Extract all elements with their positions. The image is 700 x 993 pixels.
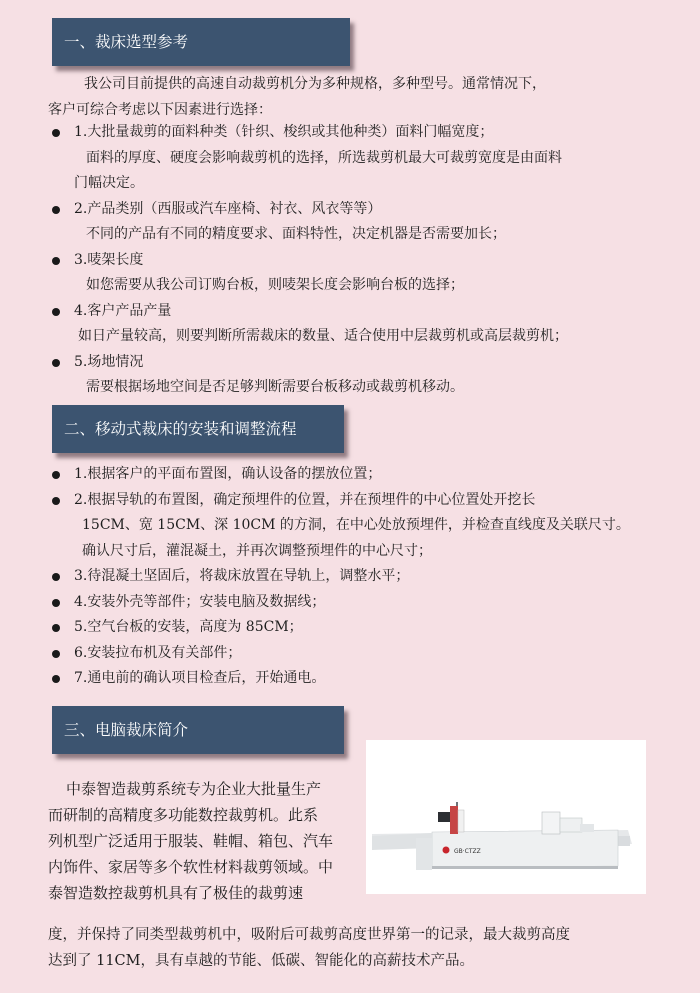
intro-line: 内饰件、家居等多个软性材料裁剪领域。中	[48, 858, 334, 876]
step-line: 6.安装拉布机及有关部件；	[74, 644, 242, 661]
step-line: 3.待混凝土坚固后，将裁床放置在导轨上，调整水平；	[74, 568, 410, 584]
item-title: 2.产品类别（西服或汽车座椅、衬衣、风衣等等）	[74, 200, 382, 217]
section-3-intro	[48, 776, 366, 906]
bullet-icon	[52, 599, 60, 607]
bullet-icon	[52, 573, 60, 581]
section-3-intro-continued	[48, 922, 663, 974]
intro-line: 列机型广泛适用于服装、鞋帽、箱包、汽车	[48, 832, 334, 850]
selection-factor-list	[48, 120, 668, 401]
step-line: 确认尺寸后，灌混凝土，并再次调整预埋件的中心尺寸；	[82, 542, 432, 559]
cutting-machine-illustration	[366, 740, 646, 894]
item-title: 3.唛架长度	[74, 251, 144, 268]
item-desc: 不同的产品有不同的精度要求、面料特性，决定机器是否需要加长；	[86, 226, 506, 242]
item-desc: 如您需要从我公司订购台板，则唛架长度会影响台板的选择；	[86, 277, 464, 293]
intro-line: 泰智造数控裁剪机具有了极佳的裁剪速	[48, 884, 304, 902]
item-desc: 面料的厚度、硬度会影响裁剪机的选择，所选裁剪机最大可裁剪宽度是由面料	[86, 149, 562, 166]
bullet-icon	[52, 650, 60, 658]
step-line: 1.根据客户的平面布置图，确认设备的摆放位置；	[74, 466, 382, 482]
list-item	[48, 248, 668, 299]
machine-brand-label: GB·CTZZ	[454, 848, 481, 855]
item-title: 1.大批量裁剪的面料种类（针织、梭织或其他种类）面料门幅宽度；	[74, 124, 494, 140]
list-item	[48, 590, 668, 616]
step-line: 7.通电前的确认项目检查后，开始通电。	[74, 670, 326, 686]
intro-line: 度，并保持了同类型裁剪机中，吸附后可裁剪高度世界第一的记录，最大裁剪高度	[48, 927, 570, 943]
bullet-icon	[52, 206, 60, 214]
bullet-icon	[52, 675, 60, 683]
item-title: 5.场地情况	[74, 353, 144, 370]
bullet-icon	[52, 308, 60, 316]
item-desc: 如日产量较高，则要判断所需裁床的数量、适合使用中层裁剪机或高层裁剪机；	[78, 328, 568, 344]
bullet-icon	[52, 624, 60, 632]
brand-logo-icon	[443, 847, 450, 854]
installation-step-list	[48, 462, 668, 692]
section-2-title: 二、移动式裁床的安装和调整流程	[52, 405, 344, 453]
list-item	[48, 197, 668, 248]
intro-line: 而研制的高精度多功能数控裁剪机。此系	[48, 806, 319, 824]
intro-line: 中泰智造裁剪系统专为企业大批量生产	[66, 780, 322, 798]
list-item	[48, 120, 668, 197]
cutting-machine-image	[366, 740, 646, 894]
bullet-icon	[52, 359, 60, 367]
item-title: 4.客户产品产量	[74, 302, 172, 319]
item-desc: 需要根据场地空间是否足够判断需要台板移动或裁剪机移动。	[86, 379, 464, 395]
bullet-icon	[52, 471, 60, 479]
list-item	[48, 641, 668, 667]
list-item	[48, 615, 668, 641]
list-item	[48, 488, 668, 565]
step-line: 2.根据导轨的布置图，确定预埋件的位置，并在预埋件的中心位置处开挖长	[74, 491, 536, 508]
section-3-title: 三、电脑裁床简介	[52, 706, 344, 754]
item-desc: 门幅决定。	[74, 175, 144, 191]
bullet-icon	[52, 129, 60, 137]
list-item	[48, 564, 668, 590]
section-1-title: 一、裁床选型参考	[52, 18, 350, 66]
list-item	[48, 299, 668, 350]
list-item	[48, 350, 668, 401]
bullet-icon	[52, 257, 60, 265]
section-1-intro	[48, 72, 658, 123]
step-line: 15CM、宽 15CM、深 10CM 的方洞，在中心处放预埋件，并检查直线度及关联尺寸。	[82, 517, 630, 533]
step-line: 4.安装外壳等部件；安装电脑及数据线；	[74, 593, 326, 610]
list-item	[48, 462, 668, 488]
intro-line-1: 我公司目前提供的高速自动裁剪机分为多种规格，多种型号。通常情况下，	[84, 76, 546, 92]
step-line: 5.空气台板的安装，高度为 85CM；	[74, 619, 303, 635]
intro-line-2: 客户可综合考虑以下因素进行选择：	[48, 101, 272, 118]
bullet-icon	[52, 497, 60, 505]
list-item	[48, 666, 668, 692]
intro-line: 达到了 11CM，具有卓越的节能、低碳、智能化的高薪技术产品。	[48, 953, 474, 969]
